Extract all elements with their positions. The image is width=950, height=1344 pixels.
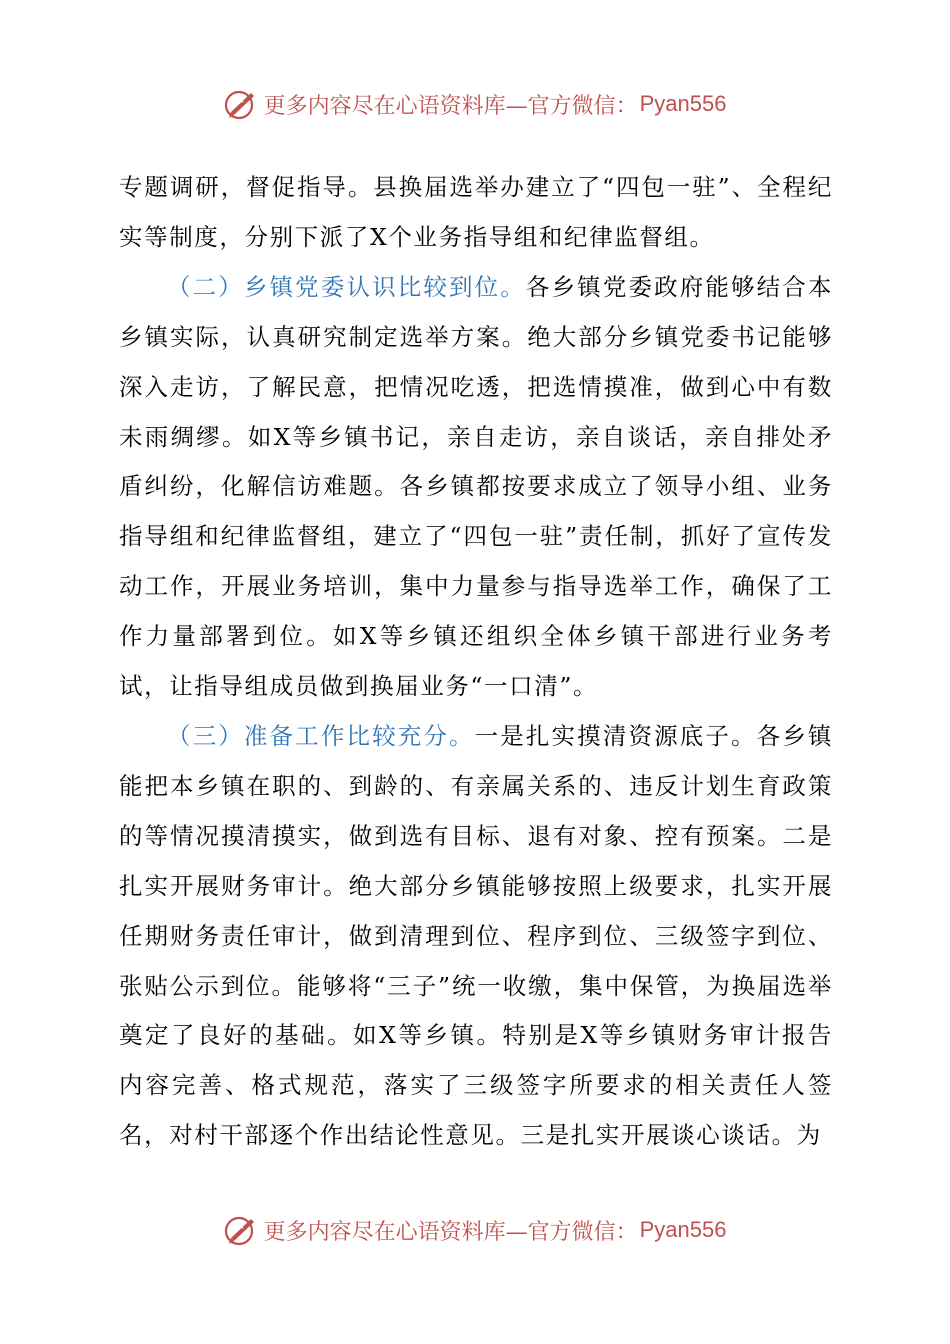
paragraph-3 (119, 712, 833, 1161)
section-heading-3: （三）准备工作比较充分。 (167, 721, 475, 750)
pen-logo-icon (224, 87, 258, 121)
header-wechat-id: Pyan556 (639, 91, 727, 116)
pen-logo-icon (224, 1213, 258, 1247)
paragraph-1-text: 专题调研，督促指导。县换届选举办建立了“四包一驻”、全程纪实等制度，分别下派了X个业务指导组和纪律监督组。 (119, 173, 833, 251)
paragraph-3-text: 一是扎实摸清资源底子。各乡镇能把本乡镇在职的、到龄的、有亲属关系的、违反计划生育政策的等情况摸清摸实，做到选有目标、退有对象、控有预案。二是扎实开展财务审计。绝大部分乡镇能够按照上级要求，扎实开展任期财务责任审计，做到清理到位、程序到位、三级签字到位、张贴公示到位。能够将“三子”统一收缴，集中保管，为换届选举奠定了良好的基础。如X等乡镇。特别是X等乡镇财务审计报告内容完善、格式规范，落实了三级签字所要求的相关责任人签名，对村干部逐个作出结论性意见。三是扎实开展谈心谈话。为 (119, 721, 834, 1150)
paragraph-2 (119, 263, 833, 712)
footer-banner (0, 1208, 950, 1252)
footer-banner-text: 更多内容尽在心语资料库—官方微信： (263, 1219, 638, 1245)
footer-wechat-id: Pyan556 (639, 1217, 727, 1242)
section-heading-2: （二）乡镇党委认识比较到位。 (167, 272, 526, 301)
document-body (119, 163, 833, 1161)
paragraph-1 (119, 163, 833, 263)
header-banner (0, 82, 950, 126)
header-banner-text: 更多内容尽在心语资料库—官方微信： (263, 93, 638, 119)
paragraph-2-text: 各乡镇党委政府能够结合本乡镇实际，认真研究制定选举方案。绝大部分乡镇党委书记能够深入走访，了解民意，把情况吃透，把选情摸准，做到心中有数未雨绸缪。如X等乡镇书记，亲自走访，亲自谈话，亲自排处矛盾纠纷，化解信访难题。各乡镇都按要求成立了领导小组、业务指导组和纪律监督组，建立了“四包一驻”责任制，抓好了宣传发动工作，开展业务培训，集中力量参与指导选举工作，确保了工作力量部署到位。如X等乡镇还组织全体乡镇干部进行业务考试，让指导组成员做到换届业务“一口清”。 (119, 272, 833, 701)
